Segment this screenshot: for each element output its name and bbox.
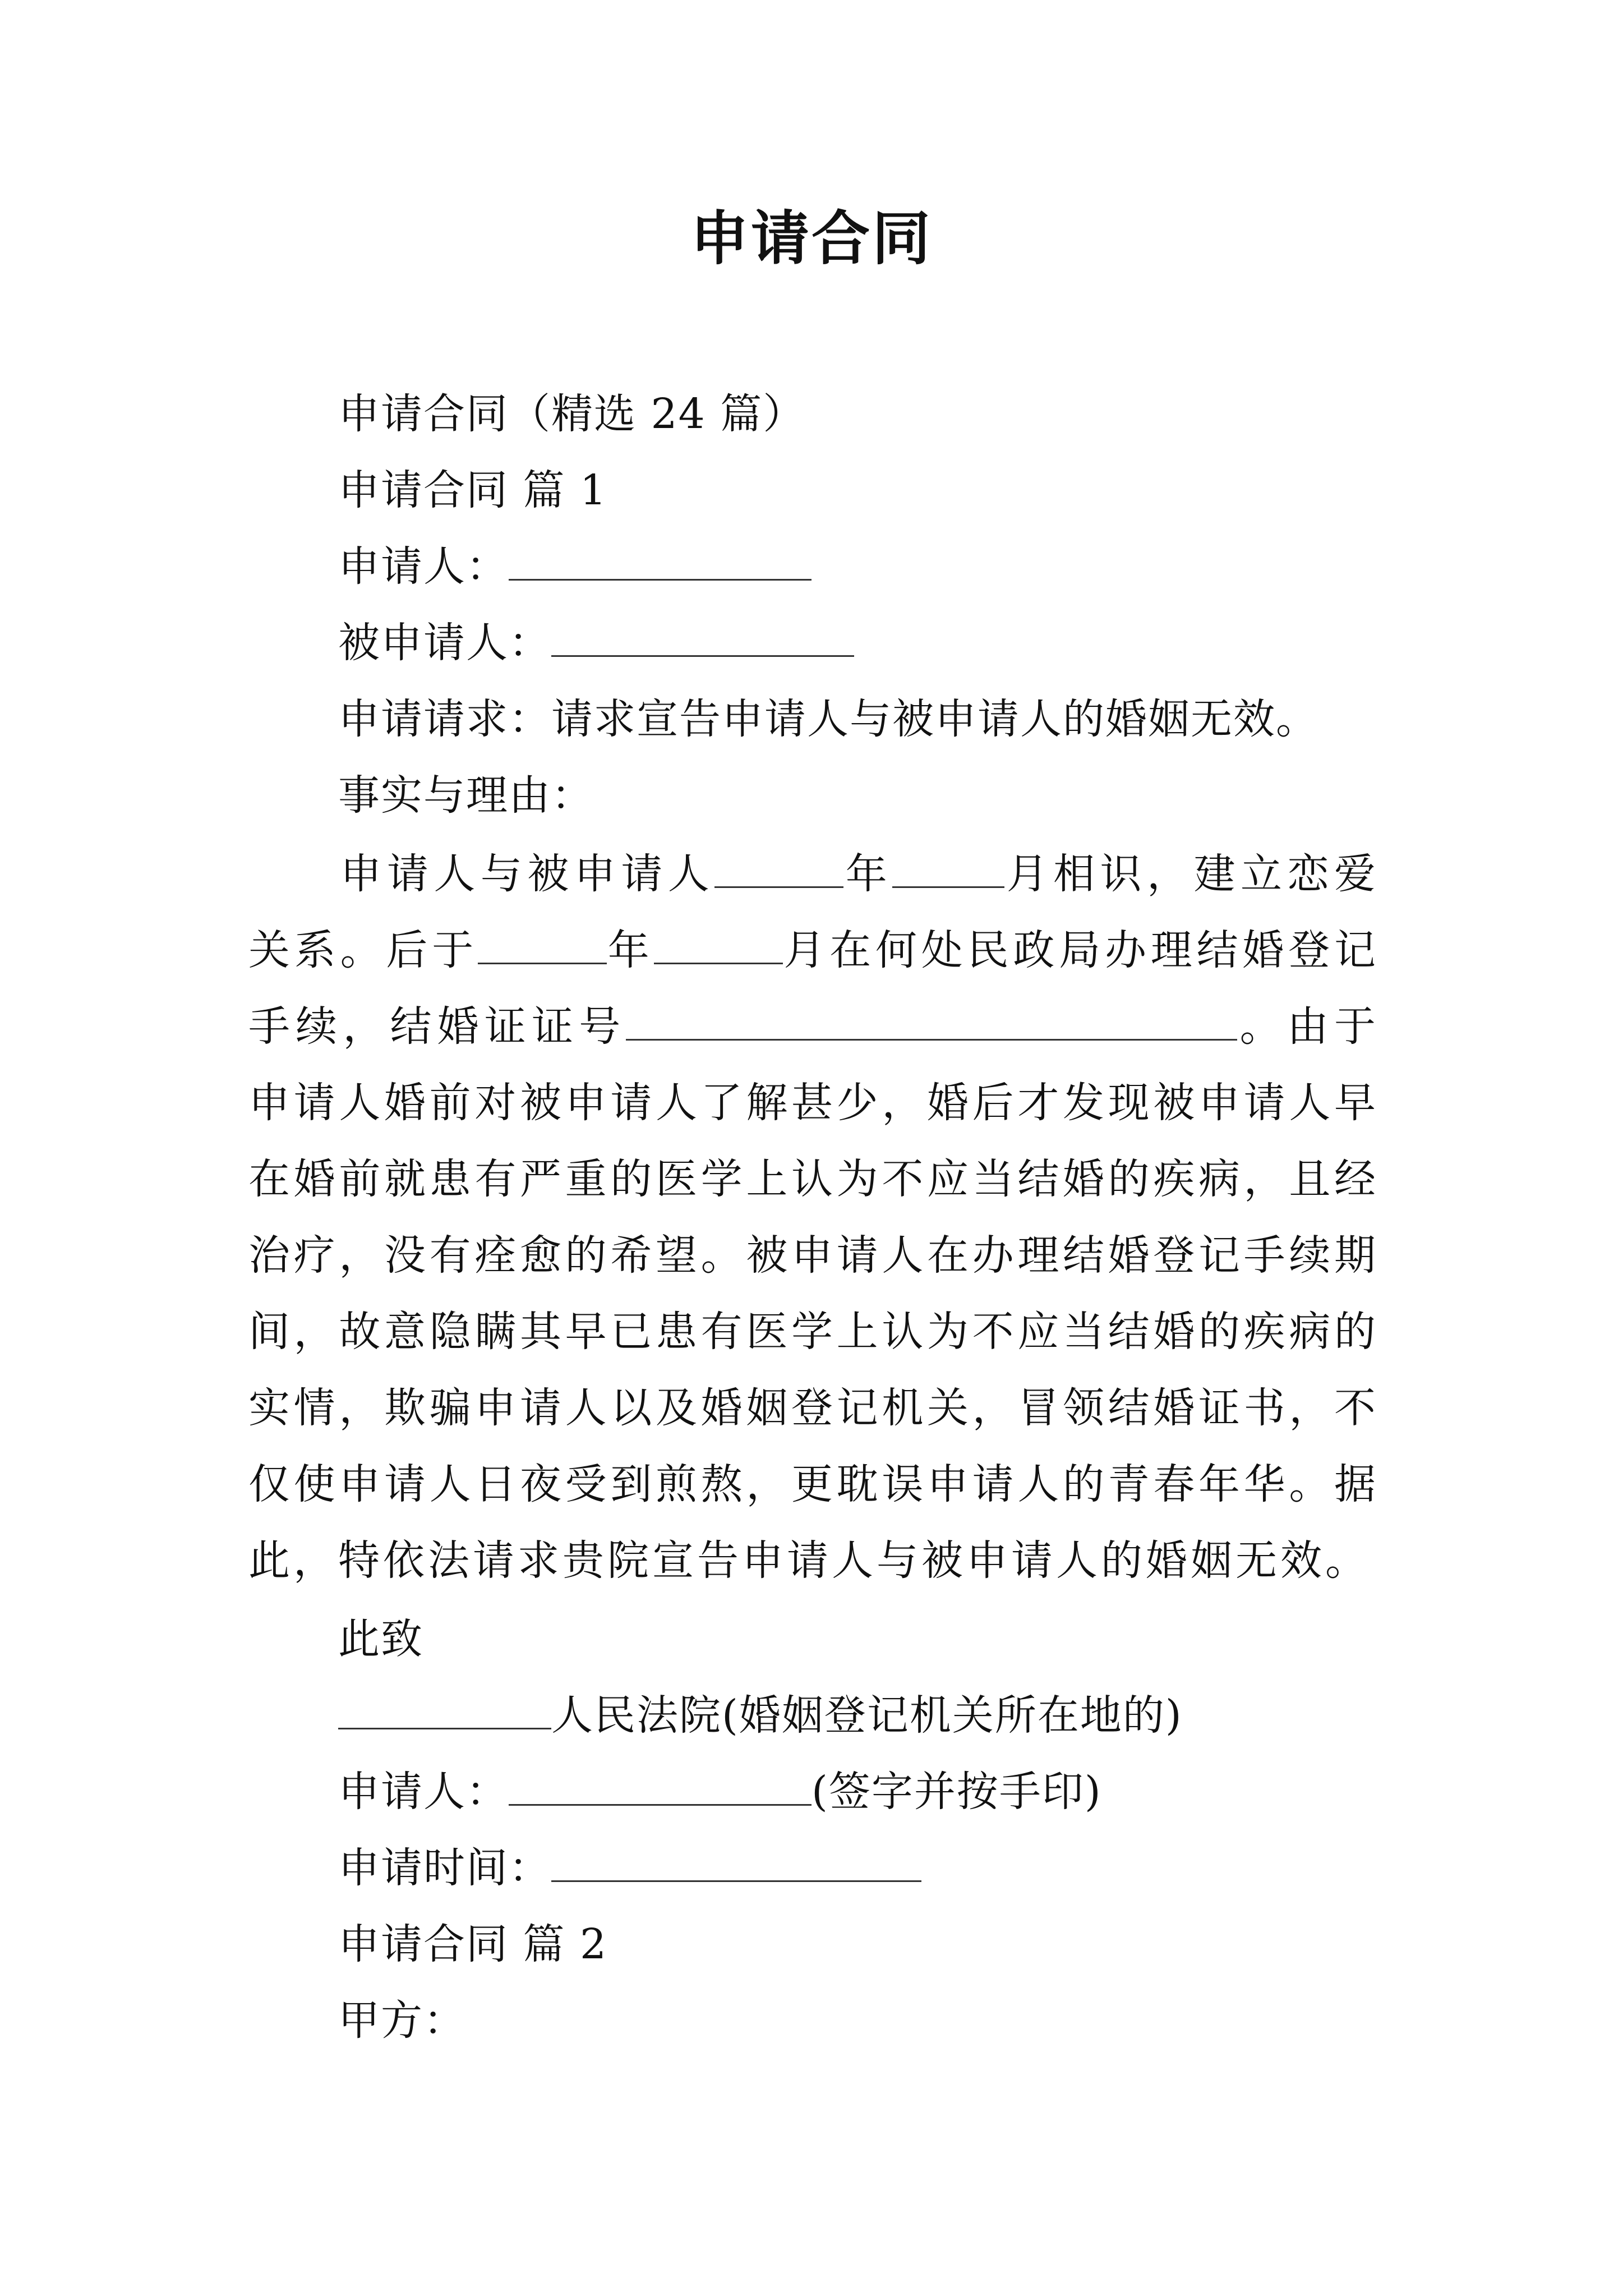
facts-label: 事实与理由：: [338, 771, 594, 820]
court-label: 人民法院(婚姻登记机关所在地的): [551, 1691, 1183, 1740]
respondent-blank[interactable]: [551, 616, 854, 657]
certificate-number-blank[interactable]: [626, 1005, 1237, 1041]
request-line: 申请请求：请求宣告申请人与被申请人的婚姻无效。: [338, 695, 1318, 743]
signature-blank[interactable]: [509, 1765, 811, 1806]
respondent-label: 被申请人：: [338, 619, 551, 667]
section-heading-2: 申请合同 篇 2: [338, 1920, 608, 1968]
signature-label: 申请人：: [338, 1768, 509, 1816]
court-blank[interactable]: [338, 1688, 551, 1729]
date-blank[interactable]: [551, 1841, 921, 1882]
facts-part-1: 申请人与被申请人: [338, 850, 715, 898]
applicant-label: 申请人：: [338, 542, 509, 591]
date-line: [338, 1841, 921, 1895]
marriage-year-blank[interactable]: [478, 929, 607, 964]
meet-year-blank[interactable]: [714, 853, 843, 888]
applicant-blank[interactable]: [509, 540, 811, 581]
applicant-line: [338, 540, 811, 593]
facts-part-5: 月在何处民政局办理结婚登记手续，结婚证证号: [248, 926, 1380, 1051]
facts-part-6: 。由于申请人婚前对被申请人了解甚少，婚后才发现被申请人早在婚前就患有严重的医学上认为不应当结婚的疾病，且经治疗，没有痊愈的希望。被申请人在办理结婚登记手续期间，故意隐瞒其早已患有医学上认为不应当结婚的疾病的实情，欺骗申请人以及婚姻登记机关，冒领结婚证书，不仅使申请人日夜受到煎熬，更耽误申请人的青春年华。据此，特依法请求贵院宣告申请人与被申请人的婚姻无效。: [248, 1002, 1380, 1585]
date-label: 申请时间：: [338, 1844, 551, 1892]
meet-month-blank[interactable]: [892, 853, 1004, 888]
facts-part-3: 月相识，建立恋爱关系。后于: [248, 850, 1380, 974]
signature-line: [338, 1765, 1102, 1819]
section-heading-1: 申请合同 篇 1: [338, 466, 608, 514]
facts-part-4: 年: [607, 926, 654, 974]
court-line: [338, 1688, 1183, 1742]
closing: 此致: [338, 1615, 423, 1663]
marriage-month-blank[interactable]: [654, 929, 783, 964]
document-title: 申请合同: [690, 204, 933, 273]
respondent-line: [338, 616, 854, 670]
facts-paragraph: [248, 836, 1379, 1599]
subtitle: 申请合同（精选 24 篇）: [338, 390, 806, 438]
facts-part-2: 年: [843, 850, 893, 898]
signature-note: (签字并按手印): [811, 1768, 1102, 1816]
party-a-label: 甲方：: [338, 1996, 466, 2045]
